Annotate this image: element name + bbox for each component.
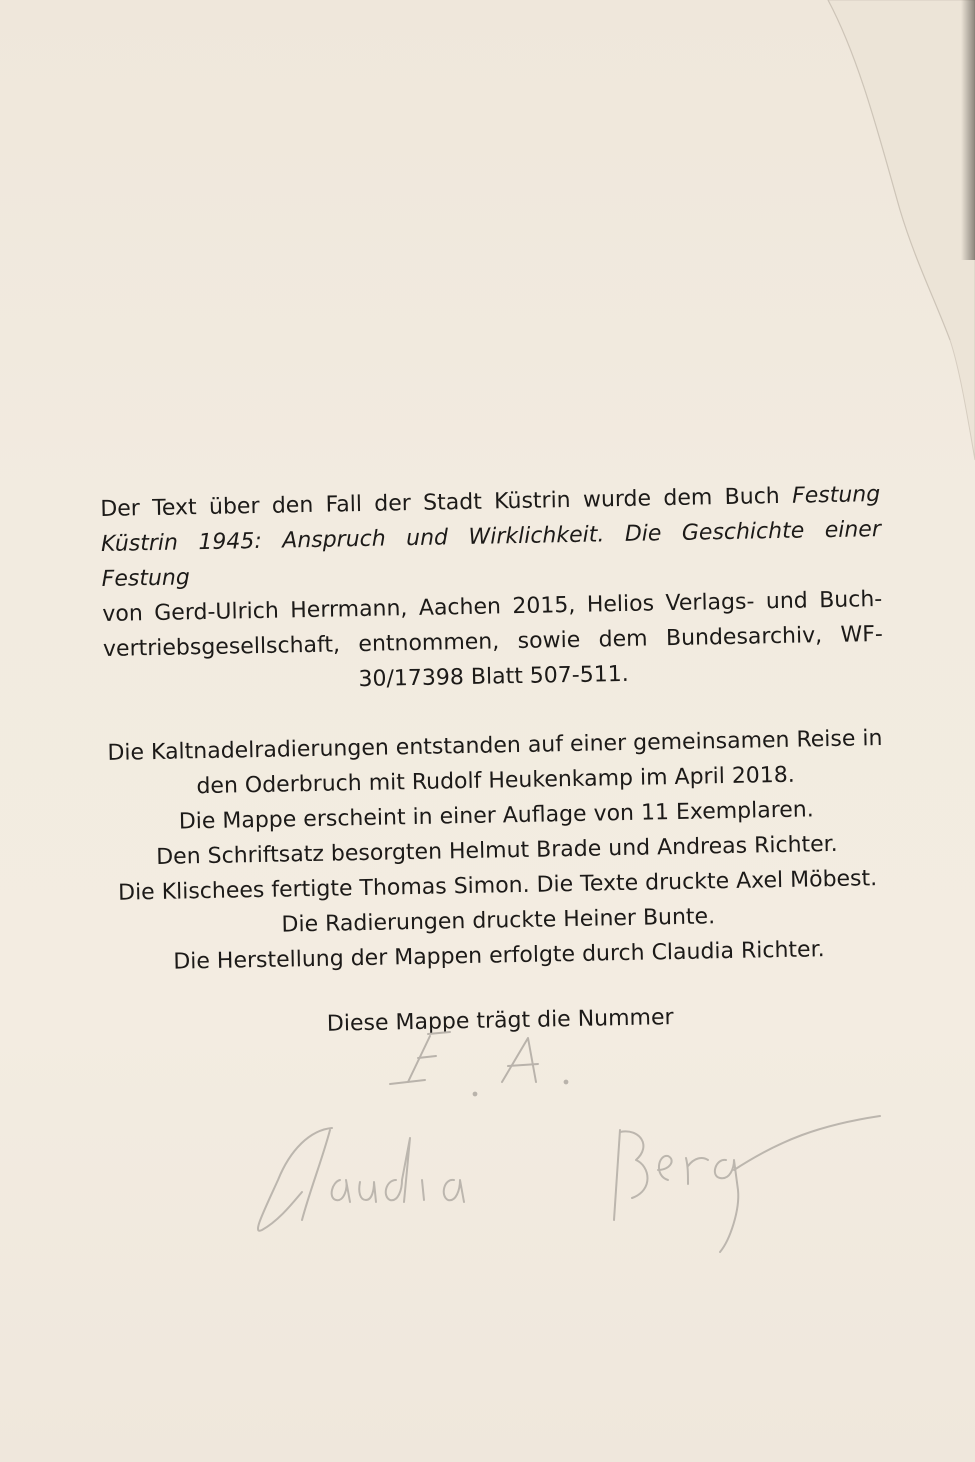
production-line: Die Klischees fertigte Thomas Simon. Die Texte druckte Axel Möbest. xyxy=(117,866,878,906)
production-line: Die Herstellung der Mappen erfolgte durch Claudia Richter. xyxy=(173,937,825,975)
production-line: Den Schriftsatz besorgten Helmut Brade und Andreas Richter. xyxy=(156,831,838,870)
name-signature-handwriting xyxy=(258,1116,880,1252)
edition-number-line: Diese Mappe trägt die Nummer xyxy=(326,1005,674,1037)
edition-mark-handwriting xyxy=(390,1032,567,1095)
production-line: Die Radierungen druckte Heiner Bunte. xyxy=(281,904,716,938)
source-line-5: 30/17398 Blatt 507-511. xyxy=(358,661,629,693)
source-paragraph xyxy=(100,477,884,702)
production-paragraph xyxy=(105,721,890,981)
production-line: den Oderbruch mit Rudolf Heukenkamp im April 2018. xyxy=(196,762,796,800)
source-line-4: vertriebsgesellschaft, entnommen, sowie dem Bundesarchiv, WF- xyxy=(102,621,884,662)
colophon-text xyxy=(100,477,890,1046)
production-line: Die Mappe erscheint in einer Auflage von 11 Exemplaren. xyxy=(178,797,814,835)
source-text: Der Text über den Fall der Stadt Küstrin wurde dem Buch xyxy=(100,483,793,522)
production-line: Die Kaltnadelradierungen entstanden auf einer gemeinsamen Reise in xyxy=(107,726,883,766)
source-line-3: von Gerd-Ulrich Herrmann, Aachen 2015, Helios Verlags- und Buch- xyxy=(102,587,883,627)
handwritten-signature xyxy=(240,1020,900,1270)
edge-shadow xyxy=(961,0,975,260)
source-line-2: Küstrin 1945: Anspruch und Wirklichkeit. Die Geschichte einer Festung xyxy=(100,517,882,592)
book-title-start: Festung xyxy=(791,482,881,509)
